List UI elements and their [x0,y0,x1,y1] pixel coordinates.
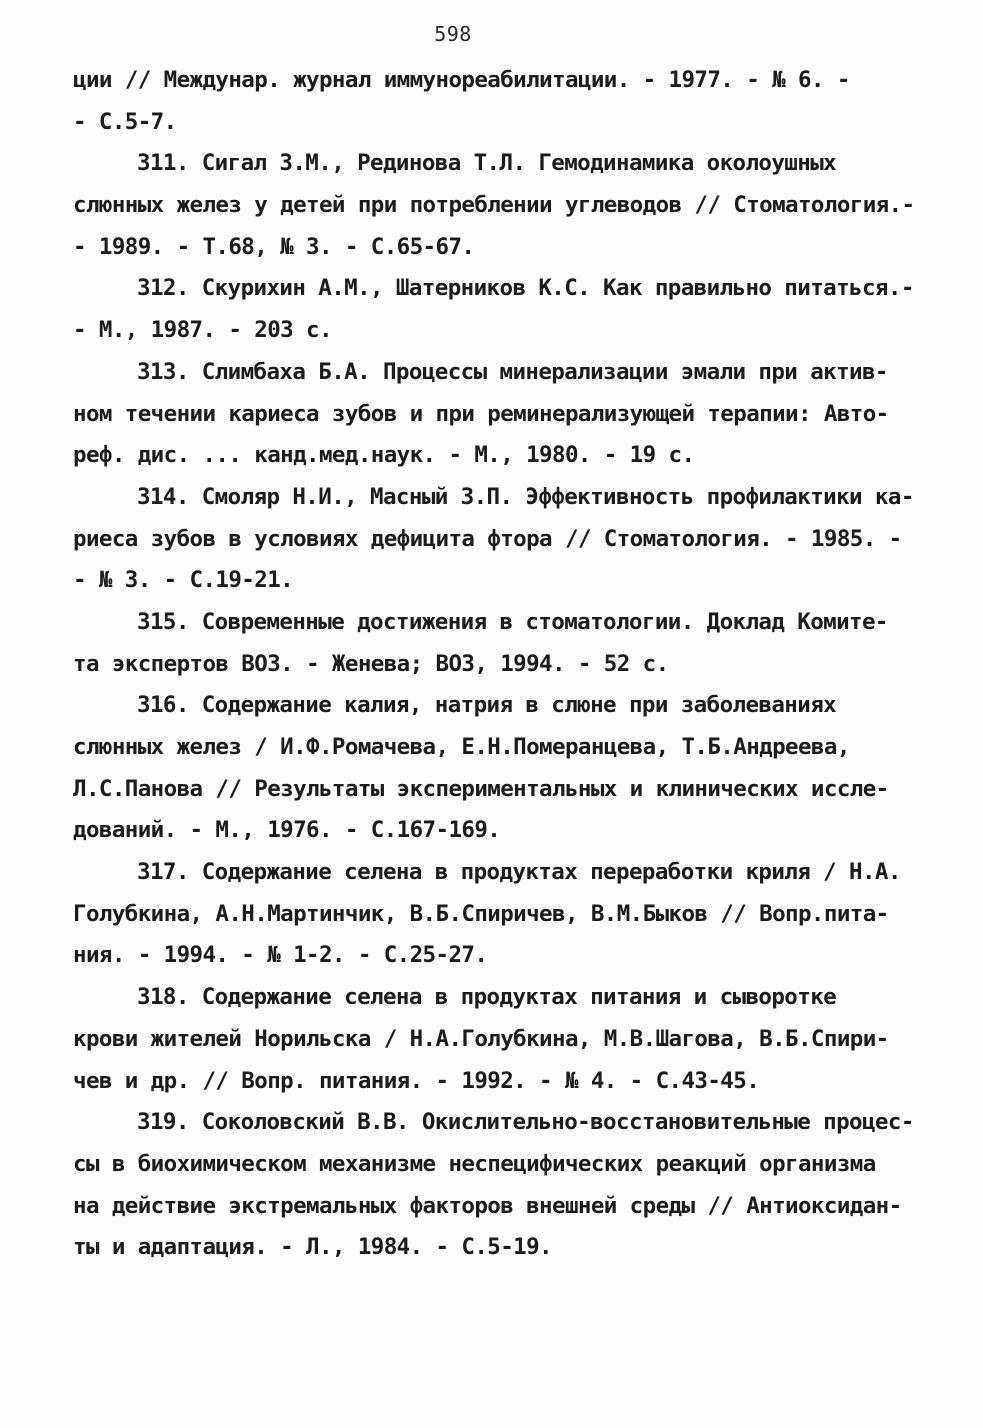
text-line: Л.С.Панова // Результаты экспериментальных и клинических иссле- [73,775,889,802]
text-line: та экспертов ВОЗ. - Женева; ВОЗ, 1994. - 52 с. [73,650,669,677]
text-line: - С.5-7. [73,108,177,135]
text-line: 317. Содержание селена в продуктах переработки криля / Н.А. [137,859,901,886]
text-line: 319. Соколовский В.В. Окислительно-восстановительные процес- [137,1109,914,1136]
text-line: сы в биохимическом механизме неспецифических реакций организма [73,1150,876,1177]
text-line: Голубкина, А.Н.Мартинчик, В.Б.Спиричев, В.М.Быков // Вопр.пита- [73,900,889,927]
text-line: 313. Слимбаха Б.А. Процессы минерализации эмали при актив- [137,358,888,385]
text-line: 318. Содержание селена в продуктах питания и сыворотке [137,984,837,1011]
text-line: риеса зубов в условиях дефицита фтора // Стоматология. - 1985. - [73,525,902,552]
text-line: чев и др. // Вопр. питания. - 1992. - № 4. - С.43-45. [73,1067,760,1094]
bibliography-text [73,60,923,1269]
text-line: ции // Междунар. журнал иммунореабилитации. - 1977. - № 6. - [73,67,850,93]
text-line: реф. дис. ... канд.мед.наук. - М., 1980. - 19 с. [73,442,695,469]
text-line: 315. Современные достижения в стоматологии. Доклад Комите- [137,608,888,635]
page-number: 598 [434,22,472,46]
text-line: 311. Сигал З.М., Рединова Т.Л. Гемодинамика околоушных [137,150,837,177]
text-line: - М., 1987. - 203 с. [73,317,332,344]
text-line: слюнных желез / И.Ф.Ромачева, Е.Н.Померанцева, Т.Б.Андреева, [73,734,850,760]
text-line: ния. - 1994. - № 1-2. - С.25-27. [73,942,488,969]
text-line: крови жителей Норильска / Н.А.Голубкина, М.В.Шагова, В.Б.Спири- [73,1025,889,1052]
text-line: ты и адаптация. - Л., 1984. - С.5-19. [73,1234,553,1261]
text-line: слюнных желез у детей при потреблении углеводов // Стоматология.- [73,192,915,219]
text-line: на действие экстремальных факторов внешней среды // Антиоксидан- [73,1192,902,1219]
text-line: - 1989. - Т.68, № 3. - С.65-67. [73,233,475,260]
text-line: дований. - М., 1976. - С.167-169. [73,817,501,844]
text-line: 316. Содержание калия, натрия в слюне при заболеваниях [137,692,837,719]
text-line: 314. Смоляр Н.И., Масный З.П. Эффективность профилактики ка- [137,483,914,510]
text-line: 312. Скурихин А.М., Шатерников К.С. Как правильно питаться.- [137,275,914,302]
text-line: - № 3. - С.19-21. [73,567,294,594]
text-line: ном течении кариеса зубов и при реминерализующей терапии: Авто- [73,400,889,427]
